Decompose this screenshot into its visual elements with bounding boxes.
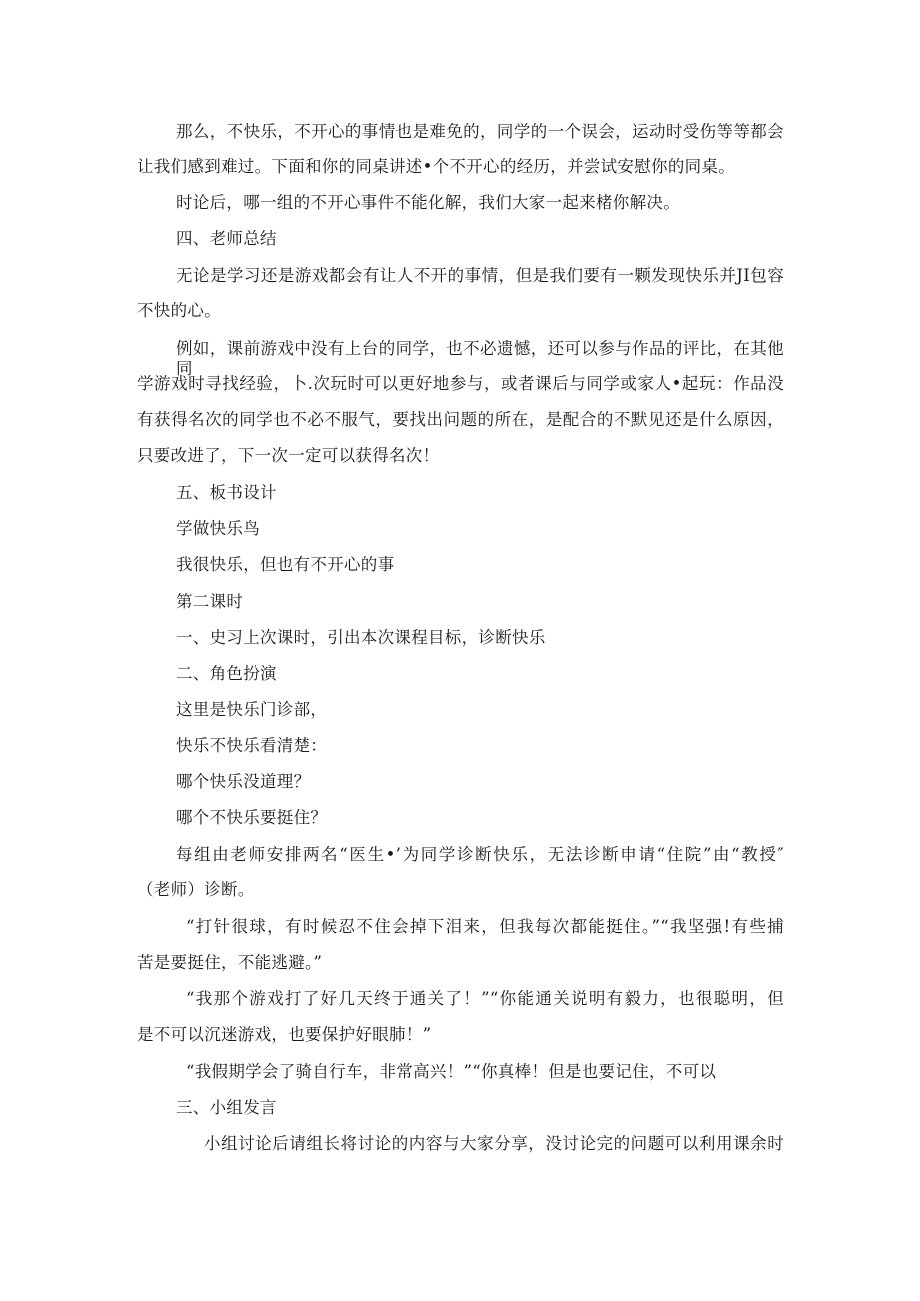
dialogue-line: 是不可以沉迷游戏，也要保护好眼肺！” — [137, 1025, 432, 1044]
section-heading: 五、板书设计 — [176, 483, 277, 502]
paragraph-line: 只要改进了，下一次一定可以获得名次！ — [137, 446, 440, 465]
paragraph-line: 学游戏时寻找经验，卜.次玩时可以更好地参与，或者课后与同学或家人•起玩：作品没 — [137, 374, 784, 393]
section-heading: 二、角色扮演 — [176, 664, 277, 683]
paragraph-line: 小组讨论后请组长将讨论的内容与大家分享，没讨论完的问题可以利用课余时 — [204, 1134, 784, 1153]
rhyme-line: 哪个快乐没道理？ — [176, 772, 311, 791]
rhyme-line: 这里是快乐门诊部， — [176, 700, 328, 719]
section-heading: 一、史习上次课时，引出本次课程目标，诊断快乐 — [176, 628, 546, 647]
paragraph-line: 每组由老师安排两名“医生•’为同学诊断快乐，无法诊断申请“住院”由“教授″ — [176, 845, 784, 864]
paragraph-line: 例如，课前游戏中没有上台的同学，也不必遗憾，还可以参与作品的评比，在其他同 — [176, 339, 784, 378]
section-heading: 三、小组发言 — [176, 1098, 277, 1117]
dialogue-line: “我那个游戏打了好几天终于通关了！”“你能通关说明有毅力，也很聪明，但 — [186, 989, 784, 1008]
paragraph-line: 时论后，哪一组的不开心事件不能化解，我们大家一起来楮你解决。 — [176, 193, 680, 212]
board-line: 我很快乐，但也有不开心的事 — [176, 555, 395, 574]
dialogue-line: 苦是要挺住，不能逃避。” — [137, 953, 323, 972]
rhyme-line: 哪个不快乐要挺住？ — [176, 808, 328, 827]
paragraph-line: 那么，不快乐，不开心的事情也是难免的，同学的一个误会，运动时受伤等等都会 — [176, 122, 784, 141]
paragraph-line: 无论是学习还是游戏都会有让人不开的事情，但是我们要有一颗发现快乐并JI包容 — [176, 266, 784, 285]
paragraph-line: 让我们感到难过。下面和你的同桌讲述•个不开心的经历，并尝试安慰你的同桌。 — [137, 157, 736, 176]
rhyme-line: 快乐不快乐看清楚： — [176, 736, 328, 755]
board-line: 学做快乐鸟 — [176, 519, 260, 538]
lesson-heading: 第二课时 — [176, 592, 244, 611]
paragraph-line: 不快的心。 — [137, 301, 221, 320]
paragraph-line: 有获得名次的同学也不必不服气，要找出问题的所在，是配合的不默见还是什么原因， — [137, 410, 784, 429]
section-heading: 四、老师总结 — [176, 229, 277, 248]
paragraph-line: （老师）诊断。 — [137, 880, 255, 899]
dialogue-line: “打针很球，有时候忍不住会掉下泪来，但我每次都能挺住。”“我坚强!有些捕 — [186, 917, 784, 936]
dialogue-line: “我假期学会了骑自行车，非常高兴！”“你真棒！但是也要记住，不可以 — [186, 1062, 717, 1081]
